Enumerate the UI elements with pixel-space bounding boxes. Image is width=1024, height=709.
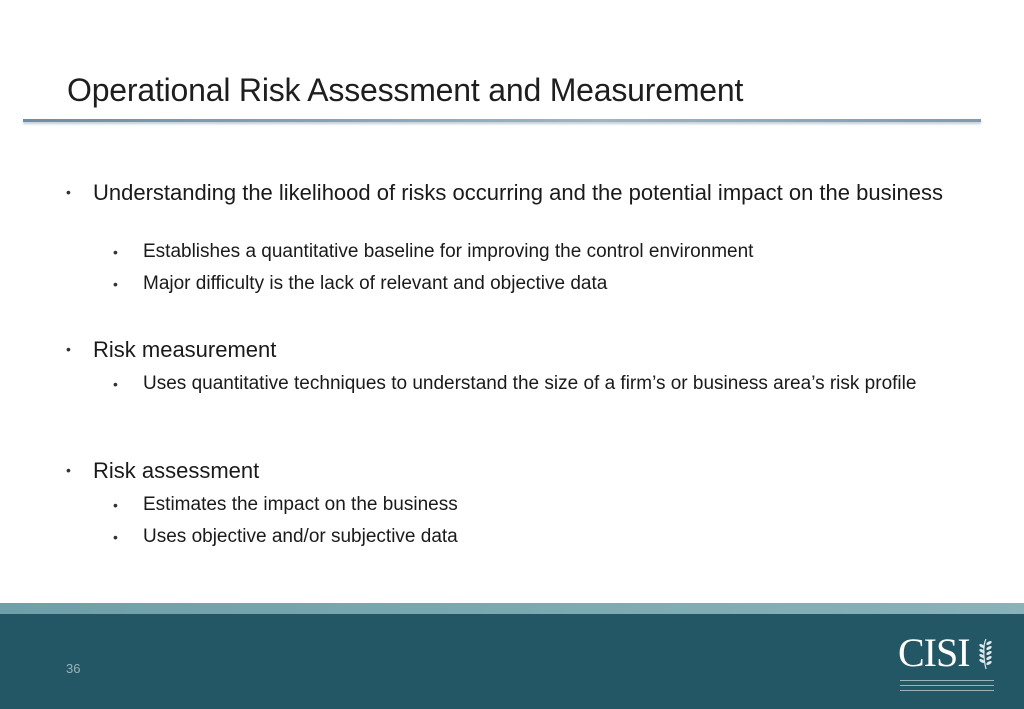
sub-bullet-item: [113, 373, 923, 395]
slide-footer: [0, 603, 1024, 709]
logo-subtext-line: [900, 680, 994, 681]
logo-text: CISI: [898, 630, 970, 675]
bullet-item: [66, 180, 953, 205]
sub-bullet-text: Estimates the impact on the business: [143, 494, 458, 515]
bullet-item: [66, 337, 953, 362]
page-number: 36: [66, 661, 81, 676]
bullet-dot-icon: •: [113, 276, 118, 292]
bullet-text: Risk assessment: [93, 458, 260, 483]
bullet-dot-icon: •: [113, 376, 118, 392]
bullet-dot-icon: •: [66, 184, 71, 200]
cisi-logo: [898, 631, 998, 695]
logo-subtext-line: [900, 685, 994, 686]
sub-bullet-text: Establishes a quantitative baseline for improving the control environment: [143, 241, 754, 262]
sub-bullet-text: Uses objective and/or subjective data: [143, 526, 458, 547]
sub-bullet-item: [113, 241, 933, 263]
bullet-dot-icon: •: [66, 341, 71, 357]
bullet-dot-icon: •: [113, 244, 118, 260]
footer-stripe: [0, 603, 1024, 614]
logo-subtext-line: [900, 690, 994, 691]
bullet-dot-icon: •: [113, 529, 118, 545]
sub-bullet-text: Uses quantitative techniques to understand the size of a firm’s or business area’s risk profile: [143, 373, 917, 394]
sub-bullet-item: [113, 526, 933, 548]
bullet-item: [66, 458, 953, 483]
slide-title: Operational Risk Assessment and Measurement: [67, 72, 744, 108]
bullet-dot-icon: •: [66, 462, 71, 478]
sub-bullet-item: [113, 494, 933, 516]
title-divider: [23, 119, 981, 122]
sub-bullet-text: Major difficulty is the lack of relevant and objective data: [143, 273, 608, 294]
bullet-text: Understanding the likelihood of risks occurring and the potential impact on the business: [93, 180, 943, 205]
bullet-dot-icon: •: [113, 497, 118, 513]
sub-bullet-item: [113, 273, 933, 295]
laurel-icon: [978, 637, 994, 671]
bullet-text: Risk measurement: [93, 337, 277, 362]
